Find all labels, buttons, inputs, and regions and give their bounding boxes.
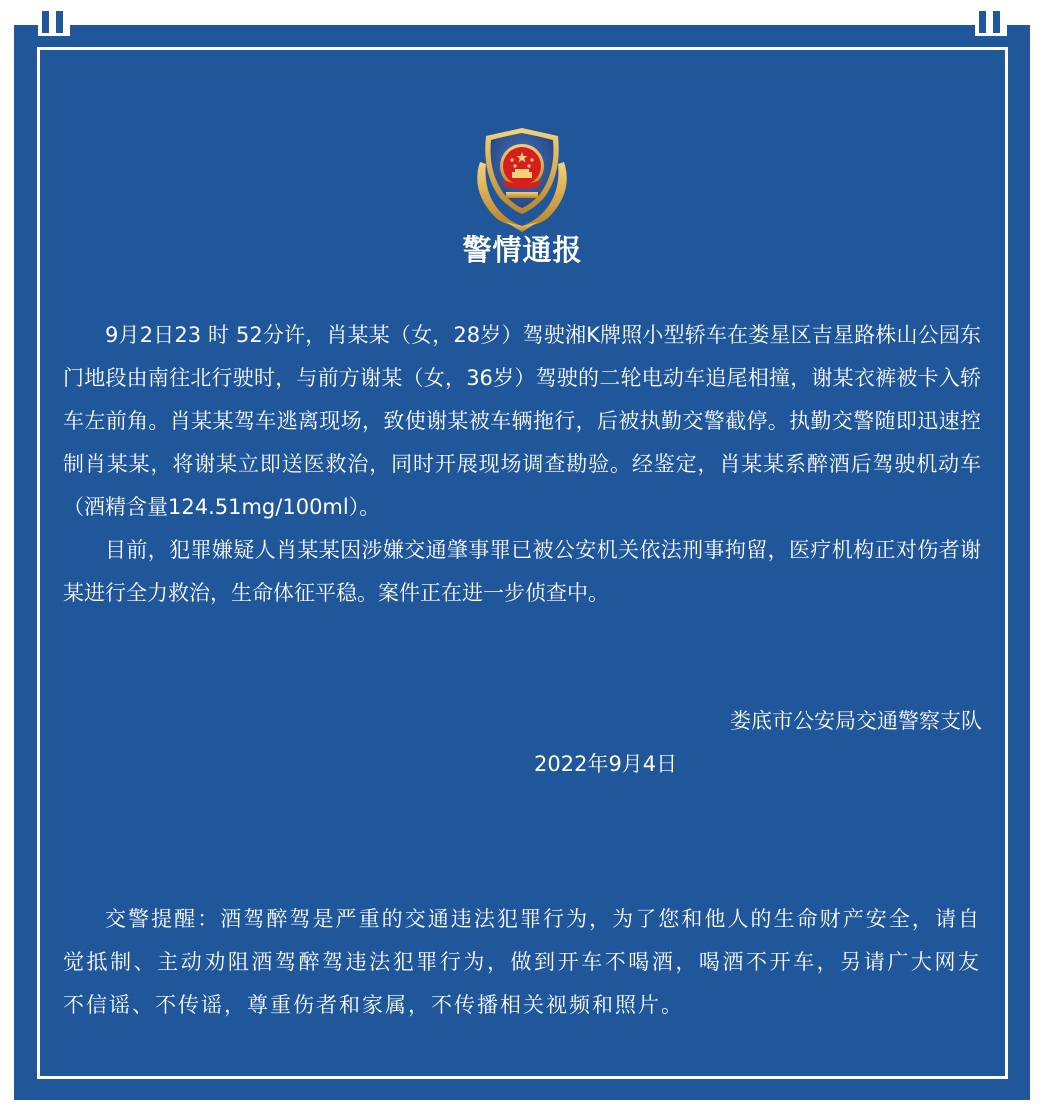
page-title: 警情通报 (462, 233, 583, 267)
binder-tab-right (975, 0, 1007, 36)
paragraph-incident: 9月2日23 时 52分许，肖某某（女，28岁）驾驶湘K牌照小型轿车在娄星区吉星路株山公园东门地段由南往北行驶时，与前方谢某（女，36岁）驾驶的二轮电动车追尾相撞，谢某衣裤被卡入轿车左前角。肖某某驾车逃离现场，致使谢某被车辆拖行，后被执勤交警截停。执勤交警随即迅速控制肖某某，将谢某立即送医救治，同时开展现场调查勘验。经鉴定，肖某某系醉酒后驾驶机动车（酒精含量124.51mg/100ml）。 (63, 323, 981, 519)
issuer-signature: 娄底市公安局交通警察支队 (730, 709, 982, 733)
reminder-text: 交警提醒：酒驾醉驾是严重的交通违法犯罪行为，为了您和他人的生命财产安全，请自觉抵制、主动劝阻酒驾醉驾违法犯罪行为，做到开车不喝酒，喝酒不开车，另请广大网友不信谣、不传谣，尊重伤者和家属，不传播相关视频和照片。 (63, 907, 981, 1017)
binder-tab-left (38, 0, 70, 36)
police-badge-icon (466, 122, 578, 234)
traffic-reminder (63, 898, 981, 1027)
tab-bar (979, 11, 986, 33)
tab-bar (56, 11, 63, 33)
tab-bar (993, 11, 1000, 33)
notice-body (63, 314, 981, 615)
issue-date: 2022年9月4日 (534, 752, 678, 776)
paragraph-status: 目前，犯罪嫌疑人肖某某因涉嫌交通肇事罪已被公安机关依法刑事拘留，医疗机构正对伤者谢某进行全力救治，生命体征平稳。案件正在进一步侦查中。 (63, 538, 981, 605)
tab-bar (42, 11, 49, 33)
